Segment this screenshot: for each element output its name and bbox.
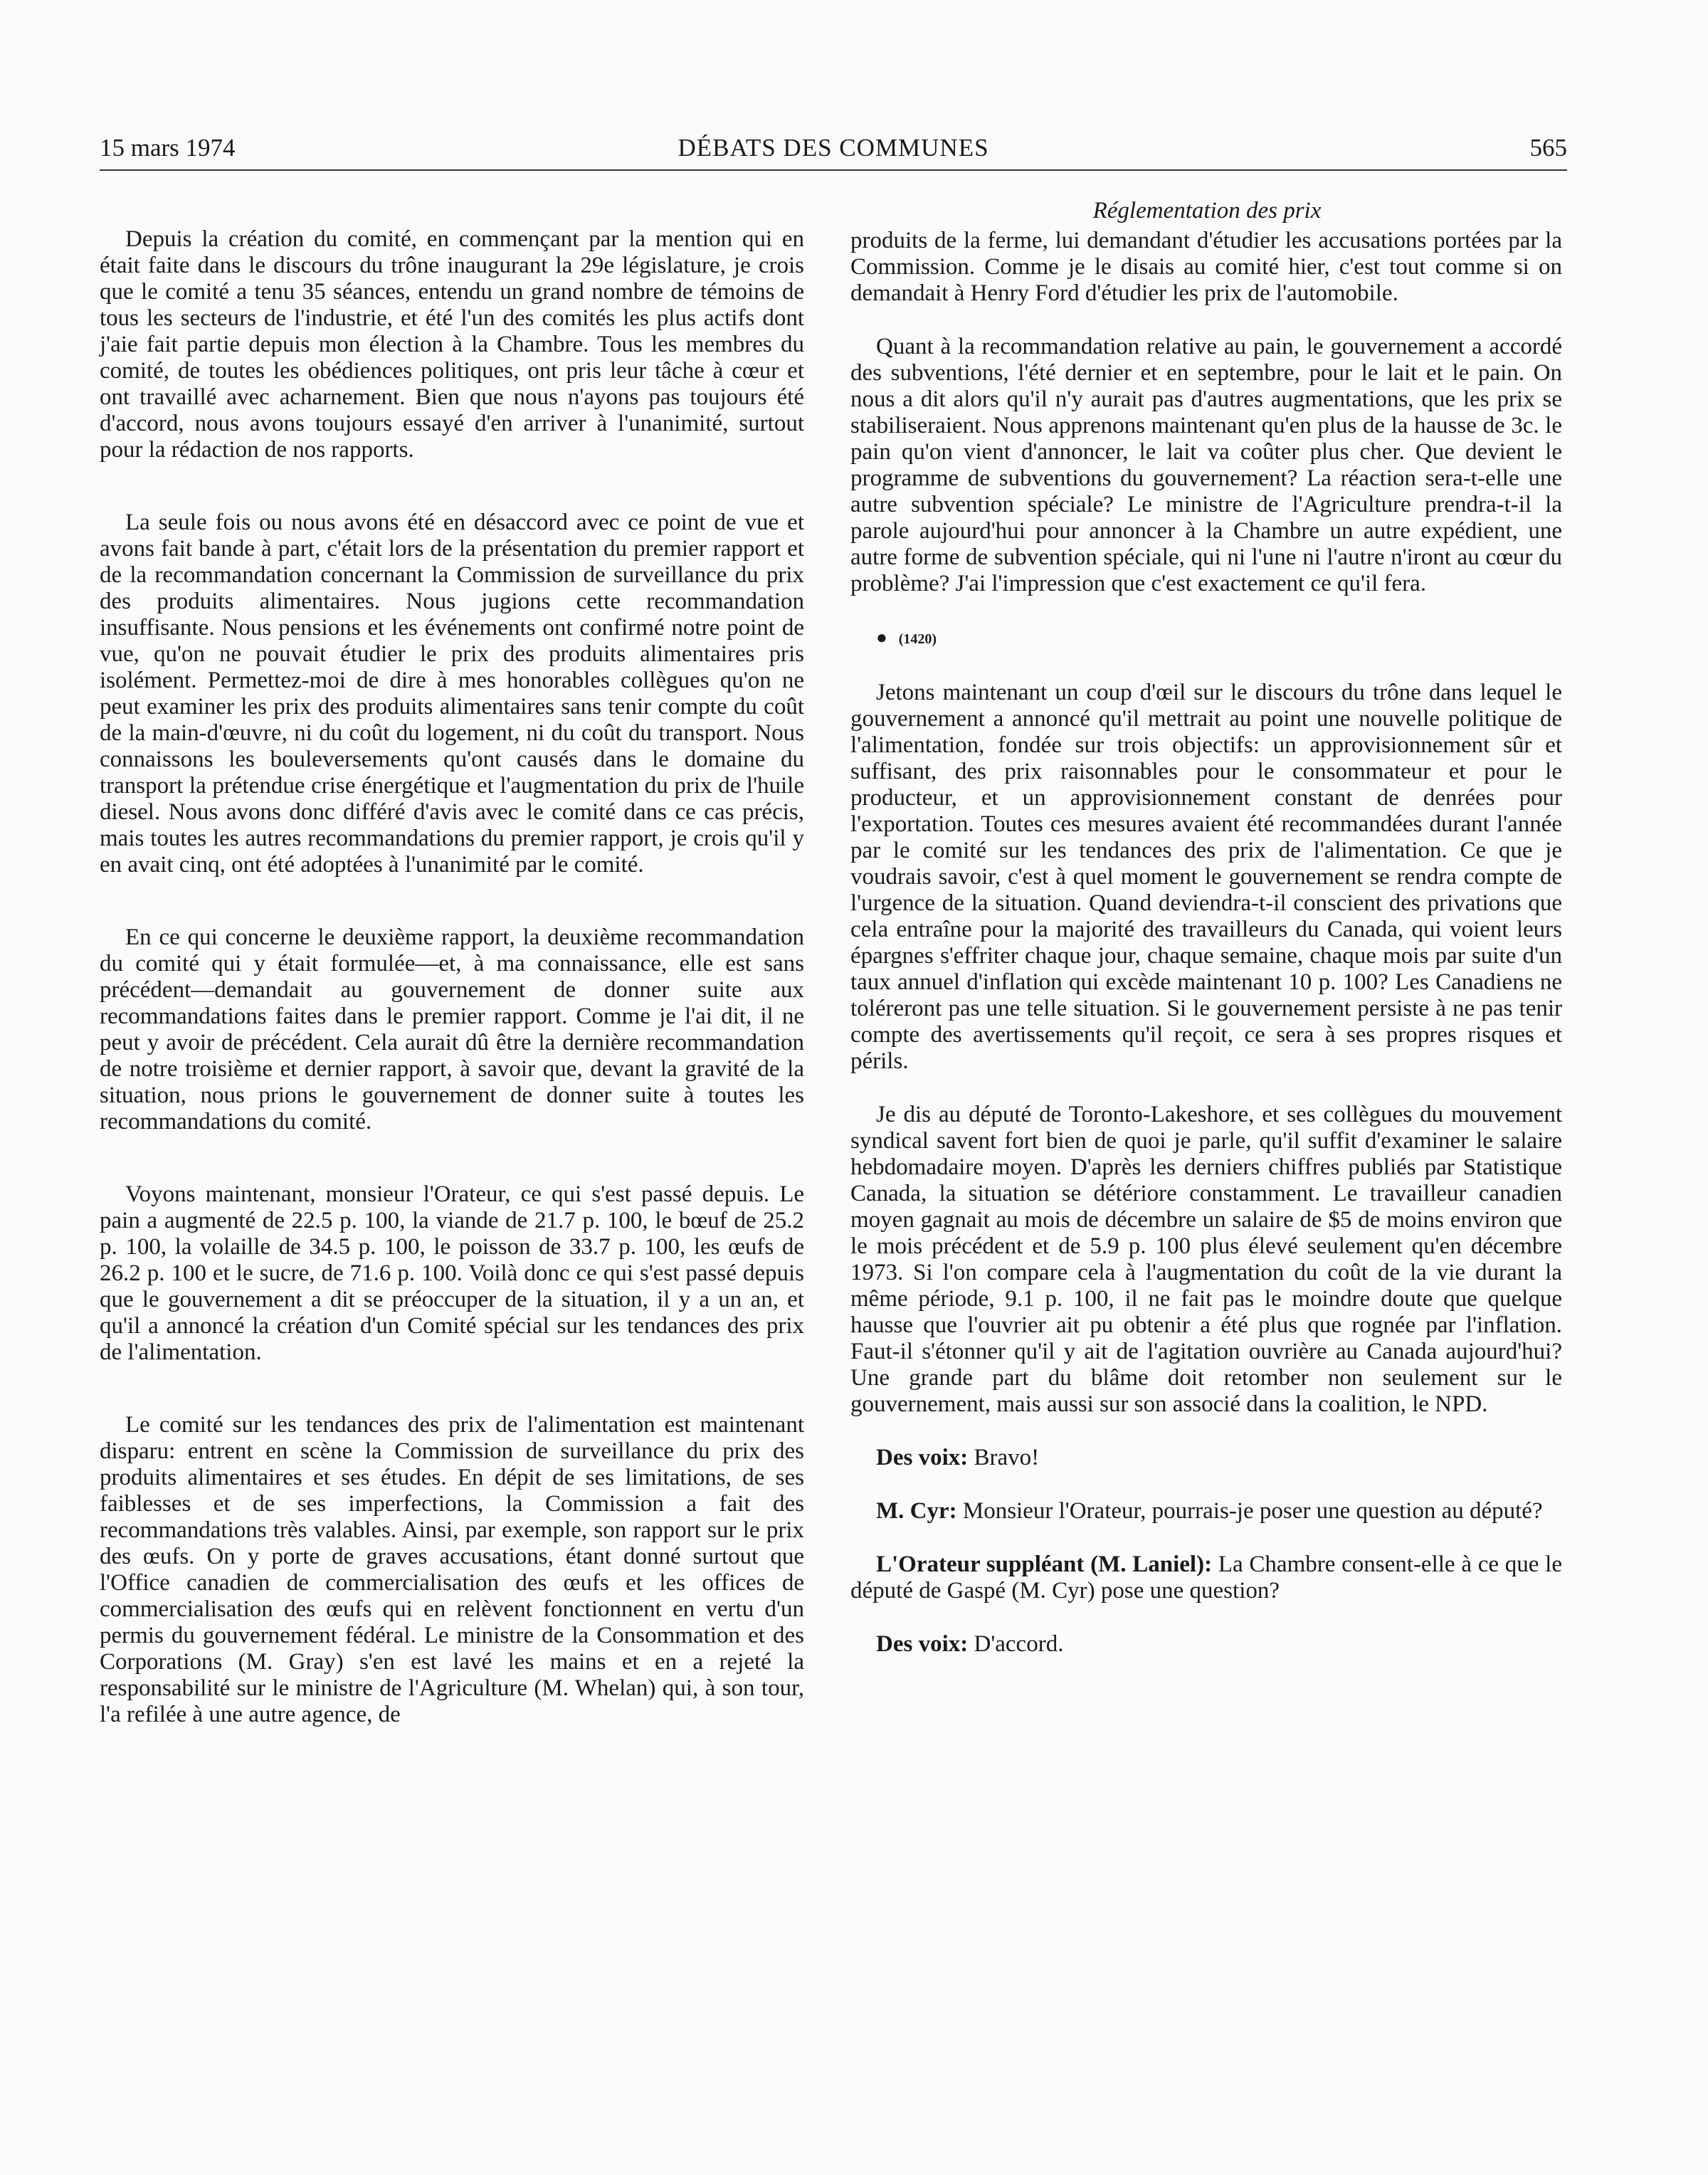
speech-text: Monsieur l'Orateur, pourrais-je poser une question au député? (956, 1498, 1543, 1524)
paragraph: Je dis au député de Toronto-Lakeshore, et ses collègues du mouvement syndical savent fort bien de quoi je parle, qu'il suffit d'examiner le salaire hebdomadaire moyen. D'après les derniers chiffres publiés par Statistique Canada, la situation se détériore constamment. Le travailleur canadien moyen gagnait au mois de décembre un salaire de $5 de moins environ que le mois précédent et de 5.9 p. 100 plus élevé seulement qu'en décembre 1973. Si l'on compare cela à l'augmentation du coût de la vie durant la même période, 9.1 p. 100, il ne fait pas le moindre doute que quelque hausse que l'ouvrier ait pu obtenir a été plus que rognée par l'inflation. Faut-il s'étonner qu'il y ait de l'agitation ouvrière au Canada aujourd'hui? Une grande part du blâme doit retomber non seulement sur le gouvernement, mais aussi sur son associé dans la coalition, le NPD. (850, 1102, 1562, 1417)
speech-text: Bravo! (968, 1445, 1040, 1470)
bullet-icon: ● (876, 627, 887, 648)
page-number: 565 (1529, 134, 1567, 162)
speech-text: D'accord. (968, 1631, 1064, 1657)
header-date: 15 mars 1974 (100, 134, 236, 162)
exchange (850, 1445, 1562, 1471)
speaker-name: Des voix: (876, 1445, 969, 1470)
speaker-name: L'Orateur suppléant (M. Laniel): (876, 1552, 1213, 1577)
speaker-name: Des voix: (876, 1631, 969, 1657)
exchange (850, 1631, 1562, 1658)
section-heading: Réglementation des prix (1092, 198, 1322, 223)
page-header (100, 134, 1567, 171)
exchange (850, 1552, 1562, 1604)
right-column (850, 228, 1562, 1685)
paragraph: Voyons maintenant, monsieur l'Orateur, ce qui s'est passé depuis. Le pain a augmenté de 22.5 p. 100, la viande de 21.7 p. 100, le bœuf de 25.2 p. 100, la volaille de 34.5 p. 100, le poisson de 33.7 p. 100, les œufs de 26.2 p. 100 et le sucre, de 71.6 p. 100. Voilà donc ce qui s'est passé depuis que le gouvernement a dit se préoccuper de la situation, il y a un an, et qu'il a annoncé la création d'un Comité spécial sur les tendances des prix de l'alimentation. (100, 1181, 804, 1365)
left-column (100, 226, 804, 1774)
exchange (850, 1498, 1562, 1524)
paragraph-continuation: produits de la ferme, lui demandant d'étudier les accusations portées par la Commission. Comme je le disais au comité hier, c'est tout comme si on demandait à Henry Ford d'étudier les prix de l'automobile. (850, 228, 1562, 306)
paragraph: La seule fois ou nous avons été en désaccord avec ce point de vue et avons fait bande à part, c'était lors de la présentation du premier rapport et de la recommandation concernant la Commission de surveillance du prix des produits alimentaires. Nous jugions cette recommandation insuffisante. Nous pensions et les événements ont confirmé notre point de vue, qu'on ne pouvait étudier le prix des produits alimentaires pris isolément. Permettez-moi de dire à mes honorables collègues qu'on ne peut examiner les prix des produits alimentaires sans tenir compte du coût de la main-d'œuvre, ni du coût du logement, ni du coût du transport. Nous connaissons les bouleversements qu'ont causés dans le domaine du transport la prétendue crise énergétique et l'augmentation du prix de l'huile diesel. Nous avons donc différé d'avis avec le comité dans ce cas précis, mais toutes les autres recommandations du premier rapport, je crois qu'il y en avait cinq, ont été adoptées à l'unanimité par le comité. (100, 510, 804, 878)
header-title: DÉBATS DES COMMUNES (678, 134, 989, 162)
paragraph: Quant à la recommandation relative au pain, le gouvernement a accordé des subventions, l'été dernier et en septembre, pour le lait et le pain. On nous a dit alors qu'il n'y aurait pas d'autres augmentations, que les prix se stabiliseraient. Nous apprenons maintenant qu'en plus de la hausse de 3c. le pain qu'on vient d'annoncer, le lait va coûter plus cher. Que devient le programme de subventions du gouvernement? La réaction sera-t-elle une autre subvention spéciale? Le ministre de l'Agriculture prendra-t-il la parole aujourd'hui pour annoncer à la Chambre un autre expédient, une autre forme de subvention spéciale, qui ni l'une ni l'autre n'iront au cœur du problème? J'ai l'impression que c'est exactement ce qu'il fera. (850, 334, 1562, 596)
paragraph: Le comité sur les tendances des prix de l'alimentation est maintenant disparu: entrent en scène la Commission de surveillance du prix des produits alimentaires et ses études. En dépit de ses limitations, de ses faiblesses et de ses imperfections, la Commission a fait des recommandations très valables. Ainsi, par exemple, son rapport sur le prix des œufs. On y porte de graves accusations, étant donné surtout que l'Office canadien de commercialisation des œufs et les offices de commercialisation des œufs qui en relèvent fonctionnent en vertu d'un permis du gouvernement fédéral. Le ministre de la Consommation et des Corporations (M. Gray) s'en est lavé les mains et en a rejeté la responsabilité sur le ministre de l'Agriculture (M. Whelan) qui, à son tour, l'a refilée à une autre agence, de (100, 1412, 804, 1727)
time-marker-label: (1420) (898, 631, 937, 647)
paragraph: En ce qui concerne le deuxième rapport, la deuxième recommandation du comité qui y était formulée—et, à ma connaissance, elle est sans précédent—demandait au gouvernement de donner suite aux recommandations faites dans le premier rapport. Comme je l'ai dit, il ne peut y avoir de précédent. Cela aurait dû être la dernière recommandation de notre troisième et dernier rapport, à savoir que, devant la gravité de la situation, nous prions le gouvernement de donner suite à toutes les recommandations du comité. (100, 925, 804, 1134)
speaker-name: M. Cyr: (876, 1498, 957, 1524)
speech-text: La Chambre consent-elle à ce que le député de Gaspé (M. Cyr) pose une question? (850, 1552, 1562, 1603)
time-marker (850, 624, 1562, 653)
paragraph: Depuis la création du comité, en commençant par la mention qui en était faite dans le discours du trône inaugurant la 29e législature, je crois que le comité a tenu 35 séances, entendu un grand nombre de témoins de tous les secteurs de l'industrie, et été l'un des comités les plus actifs dont j'aie fait partie depuis mon élection à la Chambre. Tous les membres du comité, de toutes les obédiences politiques, ont pris leur tâche à cœur et ont travaillé avec acharnement. Bien que nous n'ayons pas toujours été d'accord, nous avons toujours essayé d'en arriver à l'unanimité, surtout pour la rédaction de nos rapports. (100, 226, 804, 463)
paragraph: Jetons maintenant un coup d'œil sur le discours du trône dans lequel le gouvernement a annoncé qu'il mettrait au point une nouvelle politique de l'alimentation, fondée sur trois objectifs: un approvisionnement sûr et suffisant, des prix raisonnables pour le consommateur et pour le producteur, et un approvisionnement constant de denrées pour l'exportation. Toutes ces mesures avaient été recommandées durant l'année par le comité sur les tendances des prix de l'alimentation. Ce que je voudrais savoir, c'est à quel moment le gouvernement se rendra compte de l'urgence de la situation. Quand deviendra-t-il conscient des privations que cela entraîne pour la majorité des travailleurs du Canada, qui voient leurs épargnes s'effriter chaque jour, chaque semaine, chaque mois par suite d'un taux annuel d'inflation qui excède maintenant 10 p. 100? Les Canadiens ne toléreront pas une telle situation. Si le gouvernement persiste à ne pas tenir compte des avertissements qu'il reçoit, ce sera à ses propres risques et périls. (850, 680, 1562, 1074)
